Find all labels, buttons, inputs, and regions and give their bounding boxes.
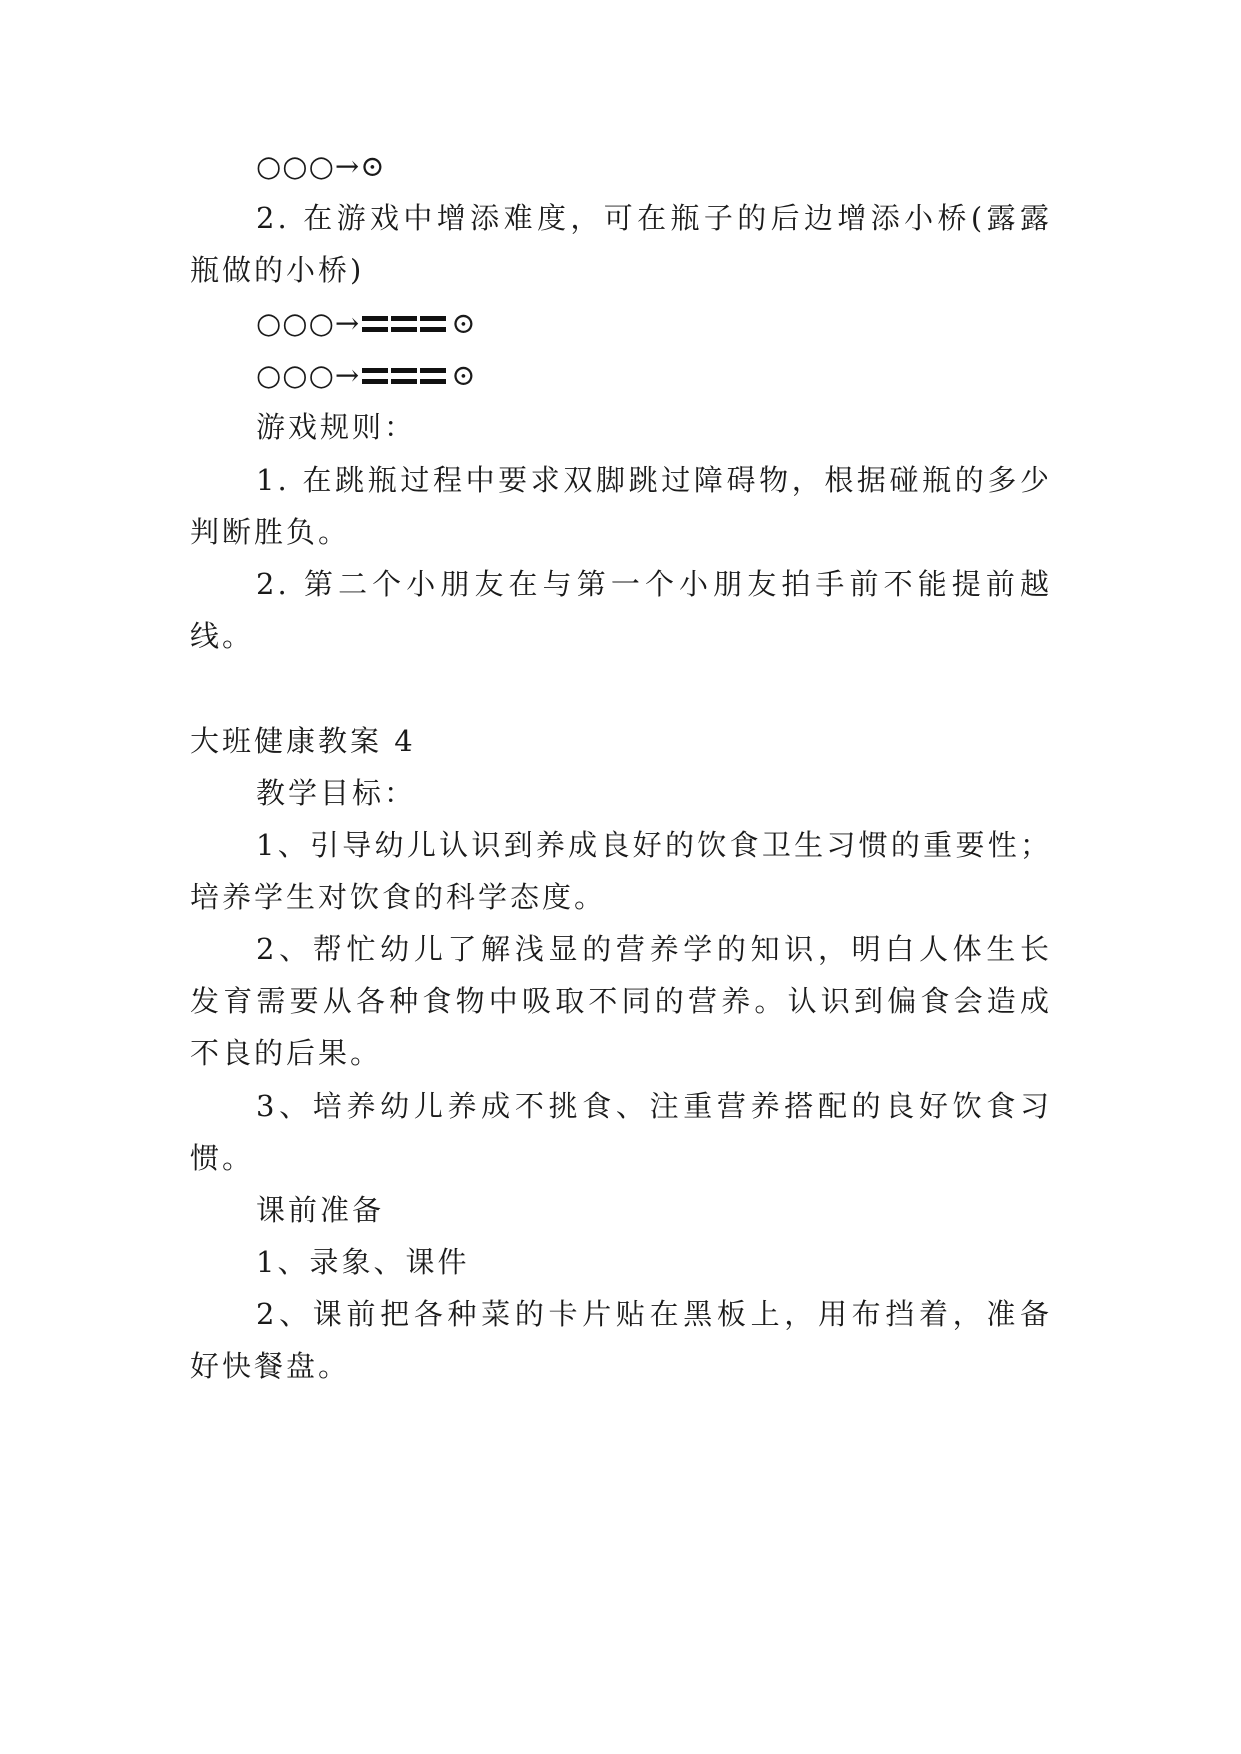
diagram-symbols: ○○○→ [256,306,361,340]
paragraph-line: 发育需要从各种食物中吸取不同的营养。认识到偏食会造成 [190,984,1052,1018]
section-label: 课前准备 [256,1193,385,1227]
diagram-symbols: ○○○→ [256,358,361,392]
section-label: 教学目标： [256,776,417,810]
paragraph-line: 判断胜负。 [190,515,351,549]
bridge-icon [362,302,449,342]
paragraph-line: 好快餐盘。 [190,1349,351,1383]
section-heading: 大班健康教案 4 [190,724,416,758]
diagram-line-3 [256,355,1052,397]
paragraph-line: 线。 [190,619,255,653]
section-label: 游戏规则： [256,410,417,444]
paragraph-line: 惯。 [190,1141,255,1175]
paragraph-line: 2、课前把各种菜的卡片贴在黑板上，用布挡着，准备 [256,1297,1052,1331]
paragraph-line: 不良的后果。 [190,1036,383,1070]
paragraph-line: 2、帮忙幼儿了解浅显的营养学的知识，明白人体生长 [256,932,1052,966]
diagram-symbols: ⊙ [451,306,477,340]
paragraph-line: 3、培养幼儿养成不挑食、注重营养搭配的良好饮食习 [256,1089,1052,1123]
diagram-symbols: ○○○→⊙ [256,149,386,183]
paragraph-line: 培养学生对饮食的科学态度。 [190,880,607,914]
paragraph-line: 1、引导幼儿认识到养成良好的饮食卫生习惯的重要性； [256,828,1052,862]
paragraph-line: 2. 第二个小朋友在与第一个小朋友拍手前不能提前越 [256,567,1052,601]
paragraph-line: 1、录象、课件 [256,1245,470,1279]
paragraph-line: 2. 在游戏中增添难度，可在瓶子的后边增添小桥(露露 [256,201,1052,235]
paragraph-line: 瓶做的小桥) [190,253,365,287]
diagram-line-2 [256,303,1052,345]
diagram-line-1 [256,146,1052,186]
diagram-symbols: ⊙ [451,358,477,392]
paragraph-line: 1. 在跳瓶过程中要求双脚跳过障碍物，根据碰瓶的多少 [256,463,1052,497]
bridge-icon [362,354,449,394]
